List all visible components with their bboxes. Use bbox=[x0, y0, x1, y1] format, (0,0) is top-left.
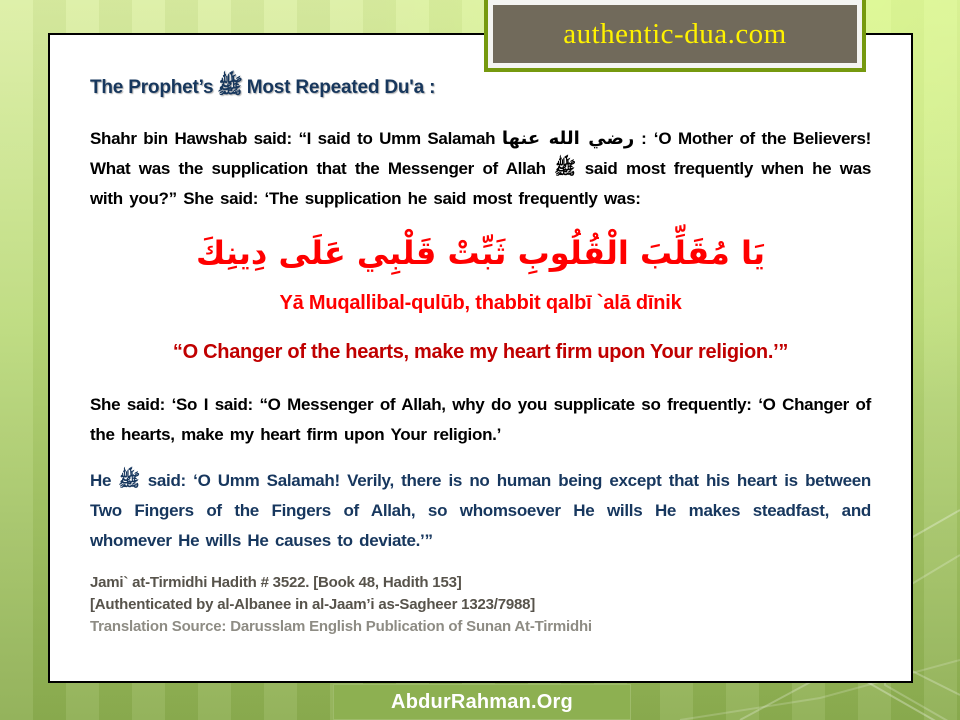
slide-title bbox=[90, 73, 871, 104]
title-text-right: Most Repeated Du'a : bbox=[246, 77, 436, 98]
slide-content-panel bbox=[48, 33, 913, 683]
header-banner-plate bbox=[493, 5, 857, 63]
title-text-left: The Prophet’s bbox=[90, 77, 214, 98]
dua-translation: “O Changer of the hearts, make my heart firm upon Your religion.’” bbox=[172, 341, 789, 364]
footer-site-name: AbdurRahman.Org bbox=[391, 690, 573, 713]
authentication-reference: [Authenticated by al-Albanee in al-Jaam’i as-Sagheer 1323/7988] bbox=[90, 596, 536, 614]
narration-paragraph-3 bbox=[90, 466, 871, 556]
dua-transliteration: Yā Muqallibal-qulūb, thabbit qalbī `alā dīnik bbox=[279, 292, 682, 315]
paragraph3-text-b: said: ‘O Umm Salamah! Verily, there is no human being except that his heart is between Two Fingers of the Fingers of Allah, so whomsoever He wills He makes steadfast, and whomever He wills He causes to deviate.’” bbox=[90, 471, 871, 551]
narration-paragraph-2: She said: ‘So I said: “O Messenger of Allah, why do you supplicate so frequently: ‘O Changer of the hearts, make my heart firm upon Your religion.’ bbox=[90, 395, 871, 445]
sallallahu-alayhi-wasallam-icon: ﷺ bbox=[118, 470, 141, 492]
sallallahu-alayhi-wasallam-icon: ﷺ bbox=[554, 158, 576, 179]
radiallahu-anha-arabic: رضي الله عنها bbox=[501, 128, 635, 149]
paragraph1-text-a: Shahr bin Hawshab said: “I said to Umm Salamah bbox=[90, 129, 502, 148]
paragraph3-text-a: He bbox=[90, 471, 119, 491]
dua-arabic-text: يَا مُقَلِّبَ الْقُلُوبِ ثَبِّتْ قَلْبِي عَلَى دِينِكَ bbox=[196, 234, 765, 272]
sallallahu-alayhi-wasallam-icon: ﷺ bbox=[217, 74, 243, 98]
paragraph1-text-b: : ‘O Mother of the Believers! What was the supplication that the Messenger of Allah bbox=[90, 129, 871, 178]
header-banner bbox=[484, 0, 866, 72]
reference-block bbox=[90, 572, 871, 638]
footer-banner bbox=[333, 684, 631, 720]
narration-paragraph-1 bbox=[90, 124, 871, 214]
paragraph1-text-c: said most frequently when he was with you?” She said: ‘The supplication he said most frequently was: bbox=[90, 159, 872, 208]
header-site-name: authentic-dua.com bbox=[563, 17, 787, 50]
translation-source: Translation Source: Darusslam English Publication of Sunan At-Tirmidhi bbox=[90, 618, 592, 636]
hadith-reference: Jami` at-Tirmidhi Hadith # 3522. [Book 48, Hadith 153] bbox=[90, 574, 462, 592]
